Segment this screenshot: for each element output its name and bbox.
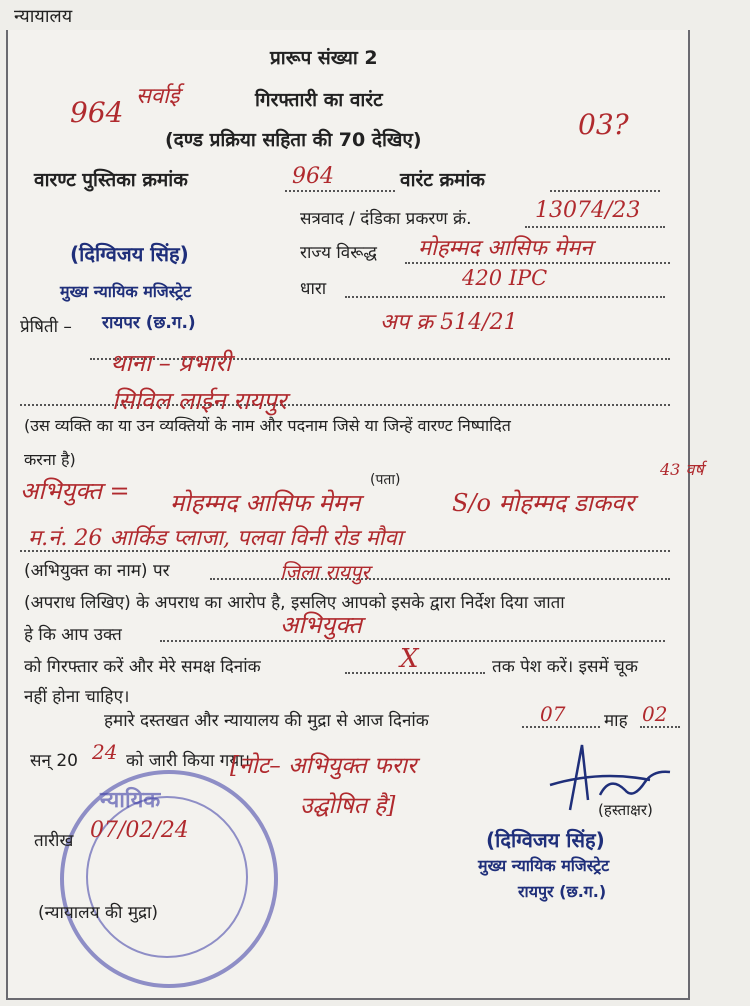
ap-value: अप क्र 514/21 (380, 310, 518, 335)
booklet-label: वारण्ट पुस्तिका क्रमांक (34, 169, 188, 191)
offence-line: (अपराध लिखिए) के अपराध का आरोप है, इसलिए आपको इसके द्वारा निर्देश दिया जाता (24, 593, 565, 613)
instruction-line2: करना है) (24, 450, 76, 469)
case-value: 13074/23 (535, 198, 641, 223)
recipient-line2: सिविल लाईन रायपुर (112, 387, 287, 415)
handwritten-word: सर्वाई (136, 84, 180, 109)
accused-father: S/o मोहम्मद डाकवर (452, 489, 635, 517)
you-said-line: हे कि आप उक्त (24, 625, 122, 645)
state-label: राज्य विरूद्ध (300, 243, 377, 263)
accused-address: म.नं. 26 आर्किड प्लाजा, पलवा विनी रोड मौवा (28, 526, 403, 551)
accused-word: अभियुक्त (280, 611, 362, 639)
warrant-title: गिरफ्तारी का वारंट (255, 89, 383, 111)
court-label: न्यायालय (14, 6, 73, 27)
year-prefix: सन् 20 (30, 751, 78, 771)
note-line1: [नोट– अभियुक्त फरार (230, 753, 417, 779)
present-line: तक पेश करें। इसमें चूक (492, 657, 638, 677)
no-fail-line: नहीं होना चाहिए। (24, 687, 130, 707)
date-label: तारीख (34, 831, 74, 851)
signer-name: (दिग्विजय सिंह) (486, 828, 605, 852)
district-value: जिला रायपुर (280, 560, 370, 584)
note-line2: उद्घोषित है] (300, 793, 396, 819)
case-label: सत्रवाद / दंडिका प्रकरण क्रं. (300, 209, 472, 229)
sender-designation: मुख्य न्यायिक मजिस्ट्रेट (60, 282, 192, 301)
accused-prefix: अभियुक्त = (20, 477, 130, 505)
stamp-text: न्यायिक (100, 788, 161, 813)
form-number: प्रारूप संख्या 2 (270, 47, 378, 69)
signer-place: रायपुर (छ.ग.) (518, 882, 607, 901)
issued-line: को जारी किया गया। (126, 751, 251, 771)
booklet-value: 964 (292, 164, 334, 189)
handwritten-corner-number: 03? (578, 108, 629, 141)
section-value: 420 IPC (462, 266, 548, 290)
month-label: माह (604, 711, 628, 731)
instruction-line1: (उस व्यक्ति का या उन व्यक्तियों के नाम और पदनाम जिसे या जिन्हें वारण्ट निष्पादित (24, 416, 511, 435)
signature-label: (हस्ताक्षर) (598, 801, 653, 819)
year-suffix: 24 (92, 740, 118, 764)
date-value: 07/02/24 (90, 818, 189, 843)
warrant-no-label: वारंट क्रमांक (400, 169, 485, 191)
accused-name: मोहम्मद आसिफ मेमन (170, 489, 361, 517)
accused-age: 43 वर्ष (660, 460, 704, 479)
sender-place: रायपर (छ.ग.) (102, 313, 196, 333)
address-label: (पता) (370, 472, 401, 488)
accused-line: (अभियुक्त का नाम) पर (24, 561, 170, 581)
recipient-line1: थाना – प्रभारी (110, 349, 232, 377)
sign-month: 02 (642, 702, 668, 726)
sign-line: हमारे दस्तखत और न्यायालय की मुद्रा से आज दिनांक (104, 711, 429, 731)
arrest-date: X (400, 644, 419, 674)
sign-day: 07 (540, 702, 566, 726)
signer-designation: मुख्य न्यायिक मजिस्ट्रेट (478, 856, 610, 875)
state-value: मोहम्मद आसिफ मेमन (418, 236, 593, 261)
sender-name: (दिग्विजय सिंह) (70, 242, 189, 266)
sender-prefix: प्रेषिती – (20, 317, 72, 337)
handwritten-number: 964 (70, 96, 124, 129)
section-label: धारा (300, 279, 327, 299)
seal-label: (न्यायालय की मुद्रा) (38, 903, 159, 923)
court-seal-stamp (60, 770, 278, 988)
warrant-subtitle: (दण्ड प्रक्रिया सहिता की 70 देखिए) (165, 129, 422, 151)
arrest-line: को गिरफ्तार करें और मेरे समक्ष दिनांक (24, 657, 261, 677)
